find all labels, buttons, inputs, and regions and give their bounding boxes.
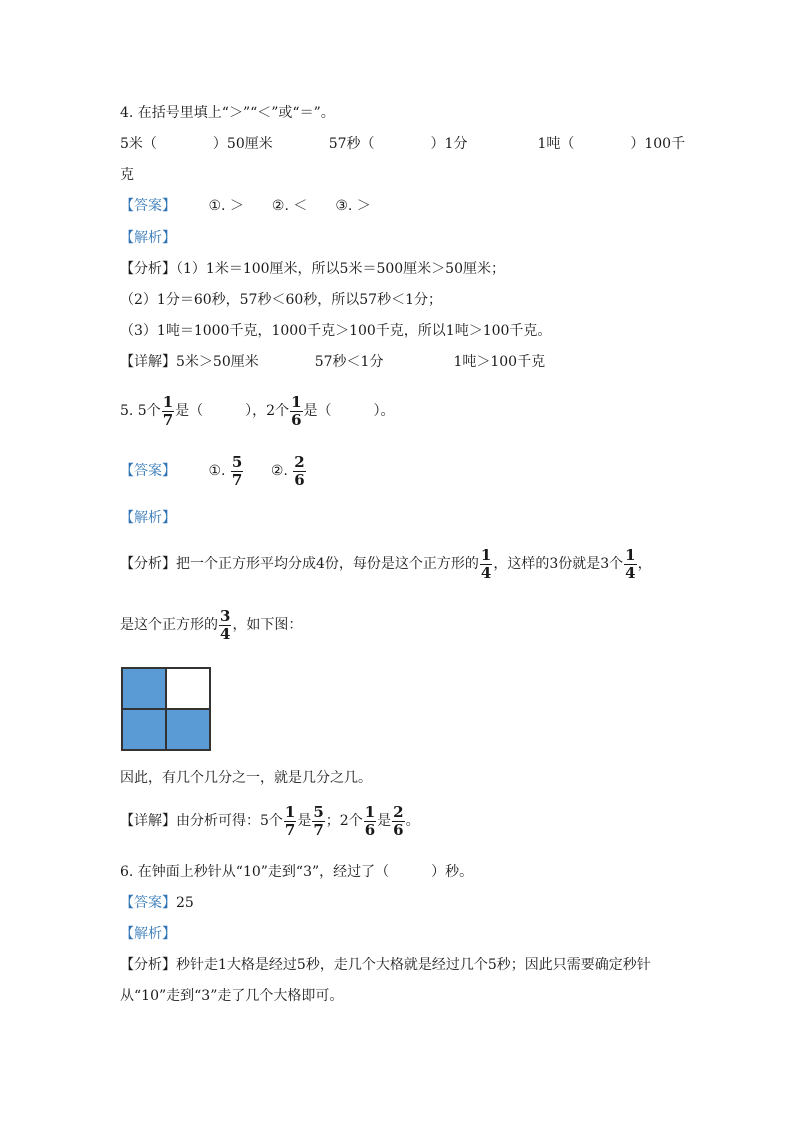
q5-mid: 是（ ），2个: [175, 403, 290, 419]
q4-items: 5米（ ）50厘米 57秒（ ）1分 1吨（ ）100千: [120, 136, 686, 152]
xiangjie-text: 5米＞50厘米 57秒＜1分 1吨＞100千克: [176, 354, 546, 370]
answer-tag: 【答案】: [120, 463, 176, 479]
denominator: 6: [364, 820, 376, 839]
xiangjie-text: 是: [297, 813, 312, 829]
fenxi-text: （1）1米＝100厘米，所以5米＝500厘米＞50厘米；: [176, 261, 505, 277]
denominator: 6: [393, 820, 404, 839]
fraction: [312, 804, 324, 839]
fenxi-text: ，如下图：: [232, 617, 303, 633]
denominator: 7: [313, 820, 324, 839]
numerator: 1: [284, 802, 296, 821]
q4-fenxi-1: [120, 259, 505, 279]
numerator: 5: [231, 452, 243, 471]
q5-conclusion: 因此，有几个几分之一，就是几分之几。: [120, 770, 372, 786]
answer-tag: 【答案】: [120, 895, 176, 911]
fenxi-tag: 【分析】: [120, 957, 176, 973]
jiexi-tag: 【解析】: [120, 926, 176, 942]
denominator: 7: [162, 410, 174, 429]
numerator: 5: [313, 802, 324, 821]
xiangjie-tag: 【详解】: [120, 813, 176, 829]
numerator: 1: [625, 545, 636, 564]
denominator: 4: [625, 563, 636, 582]
q6-fenxi-1: [120, 955, 651, 975]
denominator: 4: [480, 563, 492, 582]
q5-xiangjie: [120, 802, 420, 840]
xiangjie-text: 由分析可得：5个: [176, 813, 283, 829]
denominator: 6: [294, 470, 305, 489]
q5-title: [120, 392, 395, 430]
xiangjie-tag: 【详解】: [120, 354, 176, 370]
numerator: 1: [480, 545, 492, 564]
answer-tag: 【答案】: [120, 198, 176, 214]
answer-text: 25: [176, 895, 194, 911]
denominator: 7: [231, 470, 243, 489]
fraction: [480, 547, 492, 582]
xiangjie-text: ；2个: [325, 813, 363, 829]
xiangjie-text: 是: [377, 813, 392, 829]
q4-jiexi: [120, 228, 176, 248]
answer-index: ①.: [208, 463, 226, 479]
answer-fraction: [231, 454, 243, 489]
numerator: 3: [220, 606, 231, 625]
fenxi-text: 把一个正方形平均分成4份，每份是这个正方形的: [176, 556, 479, 572]
fenxi-text: ，: [637, 556, 652, 572]
q5-jiexi: [120, 508, 176, 528]
square-part-shaded: [166, 709, 210, 750]
denominator: 6: [291, 410, 302, 429]
q5-fenxi-2: [120, 606, 302, 644]
numerator: 1: [291, 392, 302, 411]
numerator: 1: [162, 392, 174, 411]
jiexi-tag: 【解析】: [120, 510, 176, 526]
square-part-shaded: [122, 668, 166, 709]
jiexi-tag: 【解析】: [120, 230, 176, 246]
q5-post: 是（ ）。: [303, 403, 395, 419]
fenxi-text: 秒针走1大格是经过5秒，走几个大格就是经过几个5秒；因此只需要确定秒针: [176, 957, 651, 973]
square-part-shaded: [122, 709, 166, 750]
q5-fenxi-1: [120, 545, 652, 583]
q6-fenxi-2: 从“10”走到“3”走了几个大格即可。: [120, 988, 344, 1004]
numerator: 2: [294, 452, 305, 471]
fraction: [392, 804, 404, 839]
answer-fraction: [293, 454, 305, 489]
fraction: [284, 804, 296, 839]
q4-fenxi-2: （2）1分＝60秒，57秒＜60秒，所以57秒＜1分；: [120, 292, 442, 308]
q4-xiangjie: [120, 352, 545, 372]
q5-answer: [120, 452, 307, 490]
fraction: [219, 608, 231, 643]
fraction: [290, 394, 302, 429]
q6-answer: [120, 893, 194, 913]
q5-pre: 5. 5个: [120, 403, 161, 419]
square-figure: [121, 667, 211, 751]
q6-jiexi: [120, 924, 176, 944]
answer-index: ②.: [270, 463, 288, 479]
q4-items-cont: 克: [120, 167, 134, 183]
fraction: [162, 394, 174, 429]
numerator: 2: [393, 802, 404, 821]
fenxi-text: ，这样的3份就是3个: [493, 556, 624, 572]
xiangjie-text: 。: [405, 813, 420, 829]
square-part-empty: [166, 668, 210, 709]
numerator: 1: [364, 802, 376, 821]
fraction: [364, 804, 376, 839]
fenxi-tag: 【分析】: [120, 556, 176, 572]
fenxi-tag: 【分析】: [120, 261, 176, 277]
q4-fenxi-3: （3）1吨＝1000千克，1000千克＞100千克，所以1吨＞100千克。: [120, 323, 552, 339]
fenxi-text: 是这个正方形的: [120, 617, 218, 633]
fraction: [624, 547, 636, 582]
q6-title: 6. 在钟面上秒针从“10”走到“3”，经过了（ ）秒。: [120, 864, 474, 880]
answer-text: ①. ＞ ②. ＜ ③. ＞: [208, 198, 371, 214]
denominator: 7: [284, 820, 296, 839]
q4-title: 4. 在括号里填上“＞”“＜”或“＝”。: [120, 105, 335, 121]
q4-answer: [120, 196, 371, 216]
denominator: 4: [220, 624, 231, 643]
